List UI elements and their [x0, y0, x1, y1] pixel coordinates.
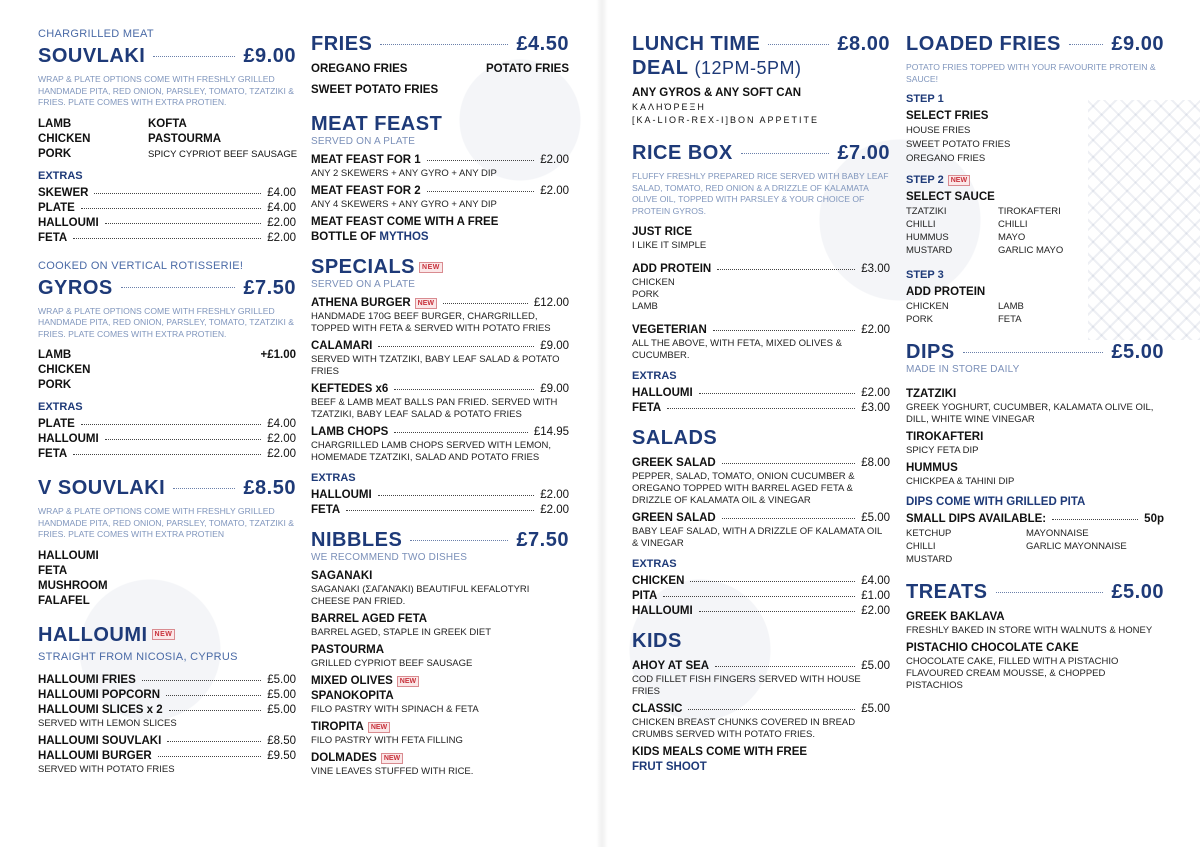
list-item — [1026, 553, 1164, 566]
lunch-title-2: DEAL — [632, 57, 689, 79]
menu-item: CHICKEN — [38, 364, 91, 376]
rice-extras-title: EXTRAS — [632, 370, 677, 382]
menu-item: TZATZIKI — [906, 388, 957, 400]
halloumi-sub: STRAIGHT FROM NICOSIA, CYPRUS — [38, 650, 238, 663]
menu-item: HALLOUMI SOUVLAKI £8.50 — [38, 734, 296, 747]
option: LAMB — [38, 117, 72, 130]
menu-item: FALAFEL — [38, 594, 90, 607]
list-item: FETA — [998, 314, 1022, 325]
menu-item: SAGANAKI — [311, 570, 373, 582]
new-badge: NEW — [152, 629, 176, 640]
item-note: I LIKE IT SIMPLE — [632, 240, 707, 251]
item-note: COD FILLET FISH FINGERS SERVED WITH HOUSE FRIES — [632, 674, 861, 697]
kids-title: KIDS — [632, 630, 682, 652]
kids-heading — [632, 629, 890, 653]
menu-item: LAMB +£1.00 — [38, 349, 296, 361]
menu-item: FETA £2.00 — [311, 504, 569, 516]
menu-item: PLATE £4.00 — [38, 418, 296, 430]
item-note: SERVED WITH POTATO FRIES — [38, 763, 175, 775]
item-note: FRESHLY BAKED IN STORE WITH WALNUTS & HONEY — [906, 625, 1153, 636]
nibbles-title: NIBBLES — [311, 529, 403, 551]
menu-item: LAMB CHOPS £14.95 — [311, 426, 569, 438]
item-note: SPICY FETA DIP — [906, 445, 979, 456]
souvlaki-options — [38, 117, 296, 162]
menu-item: CHICKEN £4.00 — [632, 575, 890, 587]
menu-item: AHOY AT SEA £5.00 — [632, 660, 890, 672]
menu-item: FETA — [38, 564, 68, 577]
menu-item: PASTOURMA — [311, 644, 385, 656]
vsouvlaki-price: £8.50 — [243, 477, 296, 499]
column-3 — [632, 28, 890, 775]
menu-item: GREEN SALAD £5.00 — [632, 512, 890, 524]
menu-item: PISTACHIO CHOCOLATE CAKE — [906, 642, 1079, 654]
specials-extras-title: EXTRAS — [311, 472, 356, 484]
page-fold — [596, 0, 608, 847]
step-2: STEP 2 NEW — [906, 174, 1164, 186]
fries-price: £4.50 — [516, 33, 569, 55]
lunch-hours: (12PM-5PM) — [694, 58, 802, 78]
salads-heading — [632, 426, 890, 450]
gyros-title: GYROS — [38, 276, 113, 299]
menu-item: MEAT FEAST FOR 1 £2.00 — [311, 154, 569, 166]
item-note: CHICKPEA & TAHINI DIP — [906, 476, 1015, 487]
vsouvlaki-desc: WRAP & PLATE OPTIONS COME WITH FRESHLY GRILLED HANDMADE PITA, RED ONION, PARSLEY, TOMATO, TZATZIKI & FRIES. PLATE COMES WITH EXTRA PROTIEN — [38, 506, 294, 539]
item-note: GREEK YOGHURT, CUCUMBER, KALAMATA OLIVE OIL, DILL, WHITE WINE VINEGAR — [906, 402, 1154, 425]
gyros-desc: WRAP & PLATE OPTIONS COME WITH FRESHLY GRILLED HANDMADE PITA, RED ONION, PARSLEY, TOMATO, TZATZIKI & FRIES. PLATE COMES WITH EXTRA PROTIEN. — [38, 305, 294, 339]
list-item: CHILLI — [906, 219, 936, 230]
dips-title: DIPS — [906, 341, 955, 363]
feast-promo: MEAT FEAST COME WITH A FREE — [311, 216, 499, 228]
list-item: MAYO — [998, 232, 1026, 243]
new-badge: NEW — [415, 298, 437, 309]
item-note: ALL THE ABOVE, WITH FETA, MIXED OLIVES & CUCUMBER. — [632, 338, 842, 361]
specials-sub: SERVED ON A PLATE — [311, 279, 416, 290]
item-note: FILO PASTRY WITH FETA FILLING — [311, 735, 463, 746]
feast-heading — [311, 112, 569, 136]
step-heading: ADD PROTEIN — [906, 286, 986, 298]
souvlaki-title: SOUVLAKI — [38, 45, 146, 67]
fries-list — [906, 124, 1164, 166]
item-note: ANY 2 SKEWERS + ANY GYRO + ANY DIP — [311, 168, 497, 179]
specials-heading — [311, 255, 569, 279]
fries-title: FRIES — [311, 33, 373, 55]
menu-item: MIXED OLIVES NEW — [311, 674, 569, 689]
loaded-heading — [906, 32, 1164, 56]
dips-price: £5.00 — [1111, 341, 1164, 363]
feast-title: MEAT FEAST — [311, 113, 443, 135]
option: PORK — [38, 147, 72, 160]
list-item: GARLIC MAYO — [998, 245, 1064, 256]
menu-item: CLASSIC £5.00 — [632, 703, 890, 715]
rice-title: RICE BOX — [632, 142, 733, 164]
menu-item: HALLOUMI £2.00 — [311, 489, 569, 501]
greek-text: ΚΑΛΗΌΡΕΞΗ — [632, 102, 706, 112]
souvlaki-heading — [38, 44, 296, 68]
step-3: STEP 3 — [906, 269, 944, 281]
menu-item: ADD PROTEIN £3.00 — [632, 263, 890, 275]
option-note: SPICY CYPRIOT BEEF SAUSAGE — [148, 148, 298, 160]
specials-title: SPECIALS — [311, 256, 416, 278]
list-item: MUSTARD — [906, 554, 953, 565]
item-note: GRILLED CYPRIOT BEEF SAUSAGE — [311, 658, 473, 669]
menu-item: HALLOUMI POPCORN £5.00 — [38, 688, 296, 701]
list-item: KETCHUP — [906, 528, 952, 539]
menu-item: FETA £2.00 — [38, 448, 296, 460]
menu-item: HALLOUMI £2.00 — [38, 216, 296, 229]
rice-price: £7.00 — [837, 142, 890, 164]
halloumi-title: HALLOUMI — [38, 623, 148, 646]
treats-price: £5.00 — [1111, 581, 1164, 603]
salads-extras-title: EXTRAS — [632, 558, 677, 570]
vsouvlaki-heading — [38, 476, 296, 500]
list-item: HUMMUS — [906, 232, 949, 243]
menu-item: VEGETERIAN £2.00 — [632, 324, 890, 336]
menu-item: ANY GYROS & ANY SOFT CAN — [632, 87, 802, 99]
item-note: CHOCOLATE CAKE, FILLED WITH A PISTACHIO FLAVOURED CREAM MOUSSE, & CHOPPED PISTACHIOS — [906, 656, 1119, 691]
menu-item: SMALL DIPS AVAILABLE: 50p — [906, 513, 1164, 525]
list-item: GARLIC MAYONNAISE — [1026, 541, 1127, 552]
menu-item: ATHENA BURGER NEW £12.00 — [311, 297, 569, 309]
menu-item: JUST RICE — [632, 226, 693, 238]
item-note: BEEF & LAMB MEAT BALLS PAN FRIED. SERVED WITH TZATZIKI, BABY LEAF SALAD & POTATO FRIES — [311, 397, 558, 420]
menu-item: HALLOUMI — [38, 549, 99, 562]
menu-item: OREGANO FRIES POTATO FRIES — [311, 63, 569, 75]
loaded-desc: POTATO FRIES TOPPED WITH YOUR FAVOURITE PROTEIN & SAUCE! — [906, 62, 1156, 84]
list-item: OREGANO FRIES — [906, 153, 986, 164]
menu-item: SWEET POTATO FRIES — [311, 84, 439, 96]
menu-item: HALLOUMI BURGER £9.50 — [38, 749, 296, 762]
item-note: CHARGRILLED LAMB CHOPS SERVED WITH LEMON, HOMEMADE TZATZIKI, SALAD AND POTATO FRIES — [311, 440, 552, 463]
rice-heading — [632, 141, 890, 165]
vsouvlaki-title: V SOUVLAKI — [38, 477, 166, 499]
sauce-list — [906, 205, 1164, 257]
new-badge: NEW — [948, 175, 970, 186]
new-badge: NEW — [368, 722, 390, 733]
lunch-title: LUNCH TIME — [632, 33, 761, 55]
nibbles-heading — [311, 528, 569, 552]
phonetic-text: [KA-LIOR-REX-I]BON APPETITE — [632, 115, 820, 125]
menu-item: SKEWER £4.00 — [38, 186, 296, 199]
menu-item: PITA £1.00 — [632, 590, 890, 602]
item-note: PORK — [632, 289, 659, 300]
item-note: LAMB — [632, 301, 658, 312]
menu-item: SPANOKOPITA — [311, 690, 394, 702]
menu-item: KEFTEDES x6 £9.00 — [311, 383, 569, 395]
list-item: HOUSE FRIES — [906, 125, 971, 136]
item-note: SERVED WITH LEMON SLICES — [38, 717, 177, 729]
menu-item: PORK — [38, 379, 72, 391]
item-note: SAGANAKI (ΣΑΓΑΝΆΚΙ) BEAUTIFUL KEFALOTYRI CHEESE PAN FRIED. — [311, 584, 530, 607]
menu-item: HALLOUMI FRIES £5.00 — [38, 673, 296, 686]
menu-item: HALLOUMI £2.00 — [632, 387, 890, 399]
list-item: MUSTARD — [906, 245, 953, 256]
list-item: TIROKAFTERI — [998, 206, 1061, 217]
gyros-price: £7.50 — [243, 276, 296, 299]
kids-promo-2: FRUT SHOOT — [632, 761, 707, 773]
step-1: STEP 1 — [906, 93, 944, 105]
menu-item: GREEK BAKLAVA — [906, 611, 1005, 623]
new-badge: NEW — [397, 676, 419, 687]
rice-desc: FLUFFY FRESHLY PREPARED RICE SERVED WITH BABY LEAF SALAD, TOMATO, RED ONION & A DRIZZLE OF KALAMATA OLIVE OIL, TOPPED WITH PARSLEY & YOUR CHOICE OF PROTEIN GYROS. — [632, 171, 889, 216]
item-note: FILO PASTRY WITH SPINACH & FETA — [311, 704, 479, 715]
souvlaki-kicker: CHARGRILLED MEAT — [38, 28, 154, 40]
small-dips-list — [906, 527, 1164, 566]
menu-item: HUMMUS — [906, 462, 958, 474]
item-note: HANDMADE 170G BEEF BURGER, CHARGRILLED, TOPPED WITH FETA & SERVED WITH POTATO FRIES — [311, 311, 551, 334]
menu-item: HALLOUMI SLICES x 2 £5.00 — [38, 703, 296, 716]
nibbles-price: £7.50 — [516, 529, 569, 551]
list-item: TZATZIKI — [906, 206, 947, 217]
treats-heading — [906, 580, 1164, 604]
lunch-heading — [632, 32, 890, 56]
loaded-price: £9.00 — [1111, 33, 1164, 55]
list-item: CHICKEN — [906, 301, 949, 312]
column-2 — [311, 28, 569, 782]
halloumi-heading — [38, 623, 296, 647]
menu-item: MEAT FEAST FOR 2 £2.00 — [311, 185, 569, 197]
step-heading: SELECT SAUCE — [906, 191, 995, 203]
menu-item: CALAMARI £9.00 — [311, 340, 569, 352]
item-note: ANY 4 SKEWERS + ANY GYRO + ANY DIP — [311, 199, 497, 210]
feast-promo-2: BOTTLE OF MYTHOS — [311, 231, 429, 243]
new-badge: NEW — [381, 753, 403, 764]
new-badge: NEW — [419, 262, 443, 273]
menu-item: GREEK SALAD £8.00 — [632, 457, 890, 469]
souvlaki-price: £9.00 — [243, 45, 296, 67]
item-note: BABY LEAF SALAD, WITH A DRIZZLE OF KALAMATA OIL & VINEGAR — [632, 526, 882, 549]
item-note: SERVED WITH TZATZIKI, BABY LEAF SALAD & POTATO FRIES — [311, 354, 560, 377]
item-note: CHICKEN BREAST CHUNKS COVERED IN BREAD CRUMBS SERVED WITH POTATO FRIES. — [632, 717, 856, 740]
item-note: BARREL AGED, STAPLE IN GREEK DIET — [311, 627, 492, 638]
protein-list — [906, 300, 1164, 326]
fries-heading — [311, 32, 569, 56]
item-note: PEPPER, SALAD, TOMATO, ONION CUCUMBER & OREGANO TOPPED WITH BARREL AGED FETA & DRIZZLE OF KALAMATA OIL & VINEGAR — [632, 471, 855, 506]
souvlaki-extras-title: EXTRAS — [38, 169, 83, 182]
menu-item: DOLMADES NEW — [311, 751, 569, 766]
gyros-heading — [38, 276, 296, 300]
salads-title: SALADS — [632, 427, 718, 449]
option: CHICKEN — [38, 132, 91, 145]
lunch-price: £8.00 — [837, 33, 890, 55]
menu-item: HALLOUMI £2.00 — [632, 605, 890, 617]
gyros-kicker: COOKED ON VERTICAL ROTISSERIE! — [38, 259, 244, 272]
list-item: SWEET POTATO FRIES — [906, 139, 1011, 150]
feast-sub: SERVED ON A PLATE — [311, 136, 416, 147]
kids-promo: KIDS MEALS COME WITH FREE — [632, 746, 808, 758]
menu-item: HALLOUMI £2.00 — [38, 433, 296, 445]
menu-item: PLATE £4.00 — [38, 201, 296, 214]
dips-heading — [906, 340, 1164, 364]
list-item: CHILLI — [906, 541, 936, 552]
menu-item: MUSHROOM — [38, 579, 108, 592]
gyros-extras-title: EXTRAS — [38, 401, 83, 413]
menu-item: BARREL AGED FETA — [311, 613, 428, 625]
list-item: PORK — [906, 314, 933, 325]
menu-item: TIROPITA NEW — [311, 720, 569, 735]
souvlaki-desc: WRAP & PLATE OPTIONS COME WITH FRESHLY GRILLED HANDMADE PITA, RED ONION, PARSLEY, TOMATO, TZATZIKI & FRIES. PLATE COMES WITH EXTRA PROTIEN. — [38, 74, 294, 107]
item-note: CHICKEN — [632, 277, 675, 288]
option: PASTOURMA — [148, 132, 222, 145]
loaded-title: LOADED FRIES — [906, 33, 1061, 55]
lunch-heading-2 — [632, 56, 890, 80]
menu-item: TIROKAFTERI — [906, 431, 984, 443]
list-item: CHILLI — [998, 219, 1028, 230]
list-item: LAMB — [998, 301, 1024, 312]
menu-item: FETA £3.00 — [632, 402, 890, 414]
column-4 — [906, 28, 1164, 696]
dips-note: DIPS COME WITH GRILLED PITA — [906, 496, 1086, 508]
column-1 — [38, 28, 296, 780]
dips-sub: MADE IN STORE DAILY — [906, 364, 1020, 375]
item-note: VINE LEAVES STUFFED WITH RICE. — [311, 766, 474, 777]
option: KOFTA — [148, 117, 187, 130]
treats-title: TREATS — [906, 581, 988, 603]
list-item: MAYONNAISE — [1026, 528, 1089, 539]
step-heading: SELECT FRIES — [906, 110, 989, 122]
nibbles-sub: WE RECOMMEND TWO DISHES — [311, 552, 468, 563]
menu-item: FETA £2.00 — [38, 231, 296, 244]
